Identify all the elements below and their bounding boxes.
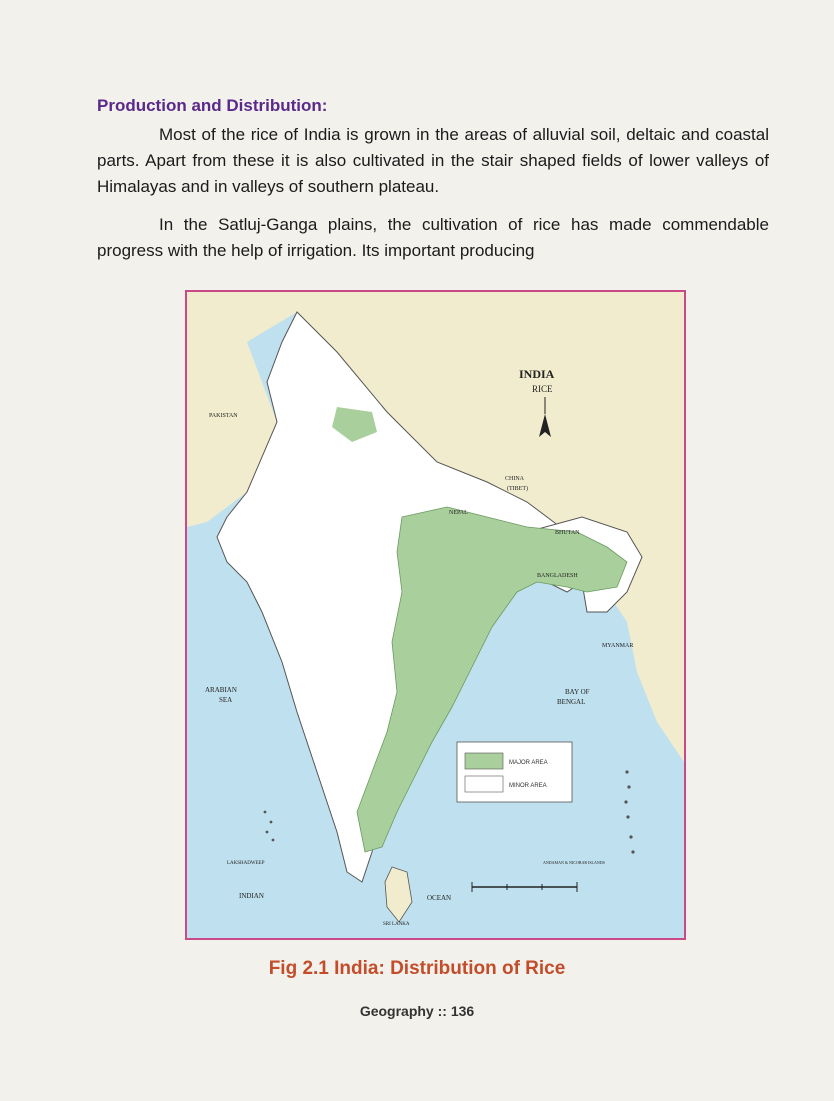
- label-sri-lanka: SRI LANKA: [383, 922, 410, 927]
- map-subtitle: RICE: [532, 384, 553, 394]
- legend-swatch-major: [465, 753, 503, 769]
- legend-label-minor: MINOR AREA: [509, 783, 547, 789]
- page-footer: Geography :: 136: [359, 1003, 475, 1019]
- label-bhutan: BHUTAN: [555, 530, 580, 536]
- paragraph-1-text: Most of the rice of India is grown in the areas of alluvial soil, deltaic and coastal parts. Apart from these it is also cultivated in the stair shaped fields of lower valleys of Himalayas and in valleys of southern plateau.: [97, 125, 769, 196]
- section-heading: Production and Distribution:: [97, 96, 328, 115]
- label-pakistan: PAKISTAN: [209, 413, 238, 419]
- paragraph-2-text: In the Satluj-Ganga plains, the cultivation of rice has made commendable progress with the help of irrigation. Its important producing: [97, 215, 769, 260]
- label-china: CHINA: [505, 476, 524, 482]
- label-andaman: ANDAMAN & NICOBAR ISLANDS: [543, 860, 605, 865]
- label-arabian-sea-2: SEA: [219, 696, 233, 704]
- paragraph-2: [97, 212, 769, 264]
- map-title: INDIA: [519, 367, 555, 381]
- map-legend: [457, 742, 572, 802]
- label-bay-of-bengal-2: BENGAL: [557, 698, 586, 706]
- label-lakshadweep: LAKSHADWEEP: [227, 861, 265, 866]
- label-tibet: (TIBET): [507, 486, 528, 492]
- map-svg: [187, 292, 684, 938]
- label-bay-of-bengal-1: BAY OF: [565, 688, 590, 696]
- legend-box: [457, 742, 572, 802]
- label-nepal: NEPAL: [449, 510, 468, 516]
- rice-distribution-map: [185, 290, 686, 940]
- label-indian-ocean-1: INDIAN: [239, 892, 264, 900]
- label-indian-ocean-2: OCEAN: [427, 894, 452, 902]
- legend-swatch-minor: [465, 776, 503, 792]
- paragraph-1: [97, 122, 769, 200]
- label-arabian-sea-1: ARABIAN: [205, 686, 237, 694]
- label-myanmar: MYANMAR: [602, 643, 634, 649]
- legend-label-major: MAJOR AREA: [509, 760, 548, 766]
- figure-caption: Fig 2.1 India: Distribution of Rice: [268, 958, 566, 979]
- label-bangladesh: BANGLADESH: [537, 573, 578, 579]
